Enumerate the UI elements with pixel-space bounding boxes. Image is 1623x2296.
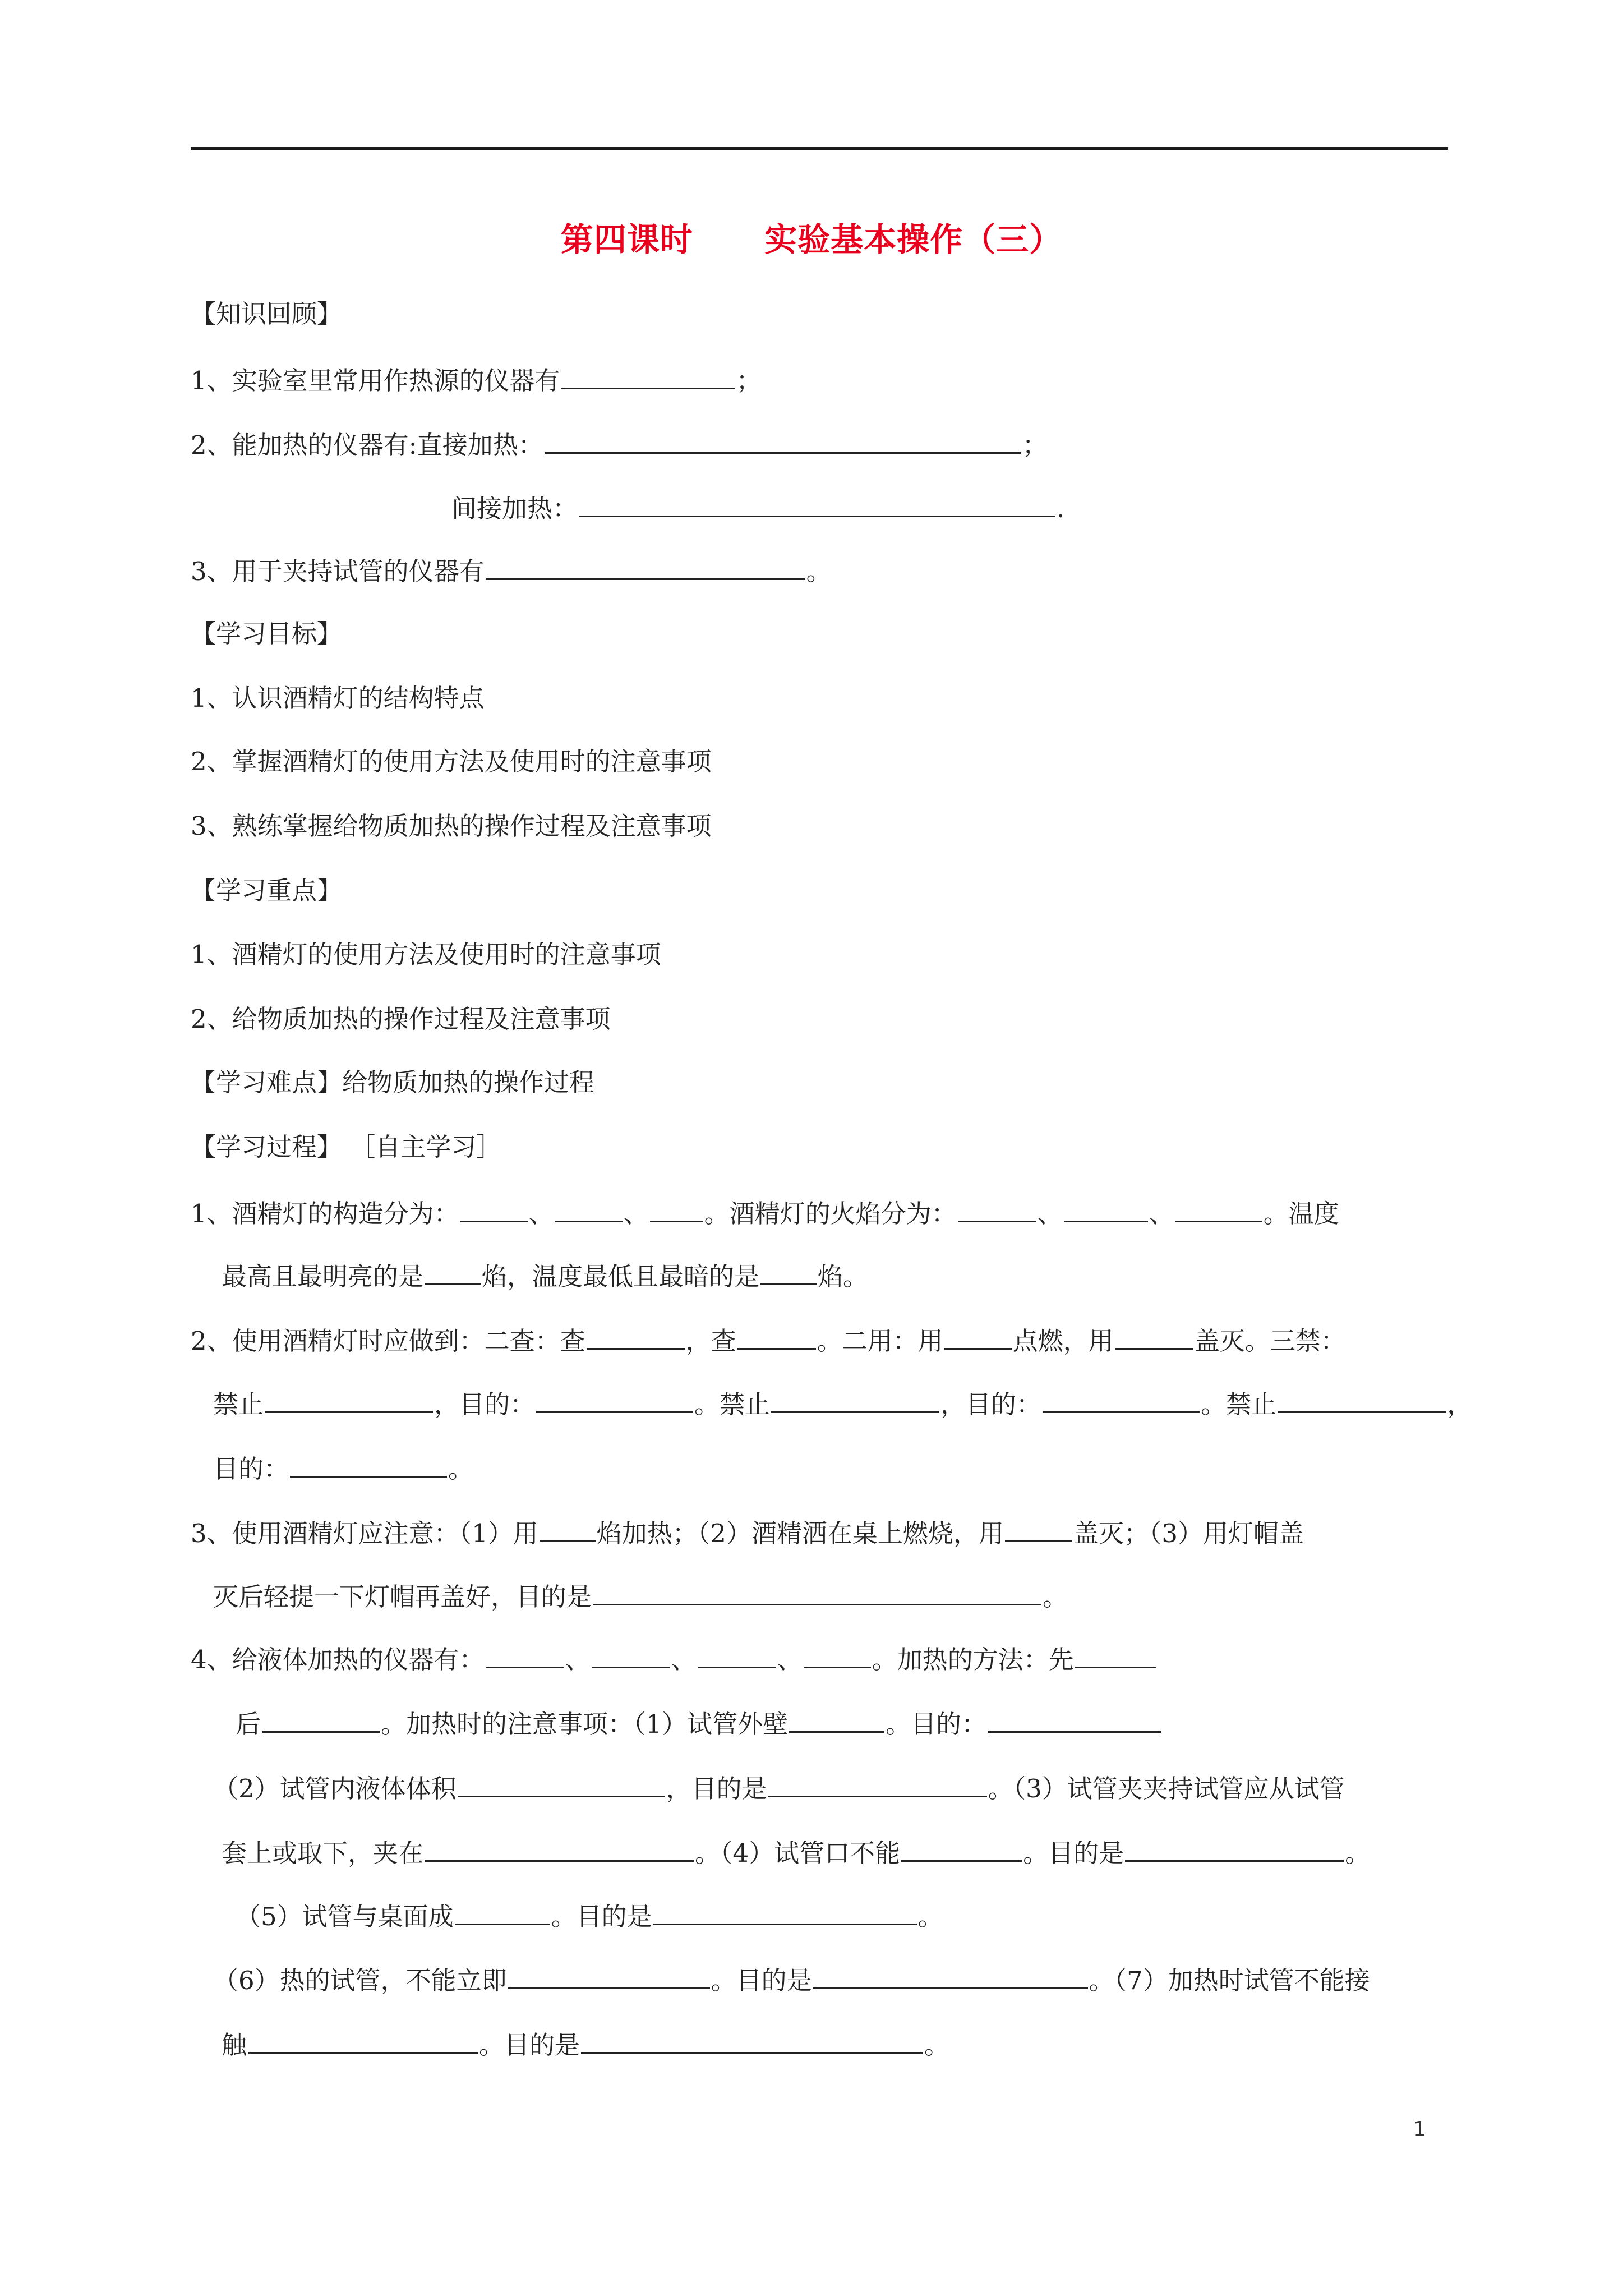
line-text: 焰，温度最低且最暗的是 [482, 1262, 760, 1291]
answer-blank[interactable] [425, 1258, 481, 1285]
line-text: 。（4）试管口不能 [695, 1838, 901, 1868]
line-text: 。目的： [886, 1709, 987, 1739]
answer-blank[interactable] [460, 1195, 528, 1222]
line-text: 、 [1037, 1199, 1063, 1228]
line-text: ，目的是 [666, 1774, 767, 1803]
answer-blank[interactable] [592, 1641, 670, 1668]
worksheet-line [236, 1898, 943, 1934]
worksheet-line [213, 1962, 1370, 1998]
answer-blank[interactable] [1064, 1195, 1148, 1222]
line-text: 、 [623, 1199, 649, 1228]
line-text: 。酒精灯的火焰分为： [704, 1199, 957, 1228]
worksheet-line [191, 426, 1048, 462]
line-text: 盖灭。三禁： [1194, 1326, 1346, 1356]
line-text: 。 [806, 556, 832, 586]
answer-blank[interactable] [944, 1322, 1012, 1350]
answer-blank[interactable] [581, 2026, 923, 2054]
worksheet-line [191, 938, 661, 972]
answer-blank[interactable] [265, 1386, 433, 1413]
line-text: 1、酒精灯的构造分为： [191, 1199, 459, 1228]
line-text: 、 [671, 1645, 697, 1674]
answer-blank[interactable] [486, 1641, 564, 1668]
line-text: 。加热的方法：先 [872, 1645, 1074, 1674]
line-text: 点燃，用 [1012, 1326, 1114, 1356]
line-text: 。 [1345, 1838, 1371, 1868]
answer-blank[interactable] [262, 1705, 380, 1733]
line-text: 、 [1149, 1199, 1174, 1228]
line-text: 【学习难点】给物质加热的操作过程 [191, 1068, 595, 1097]
answer-blank[interactable] [290, 1450, 447, 1478]
line-text: 、 [565, 1645, 591, 1674]
worksheet-line [191, 809, 712, 843]
answer-blank[interactable] [508, 1962, 710, 1989]
answer-blank[interactable] [1043, 1386, 1200, 1413]
line-text: 灭后轻提一下灯帽再盖好，目的是 [213, 1582, 592, 1612]
line-text: 【学习目标】 [191, 619, 343, 648]
answer-blank[interactable] [1125, 1834, 1344, 1862]
answer-blank[interactable] [804, 1641, 871, 1668]
line-text: 。加热时的注意事项：（1）试管外壁 [381, 1709, 789, 1739]
worksheet-line [191, 1515, 1304, 1550]
line-text: 2、给物质加热的操作过程及注意事项 [191, 1004, 611, 1034]
answer-blank[interactable] [579, 490, 1055, 517]
answer-blank[interactable] [737, 1322, 816, 1350]
worksheet-line [191, 617, 342, 651]
line-text: 3、使用酒精灯应注意：（1）用 [191, 1519, 538, 1548]
worksheet-line [213, 1450, 473, 1486]
worksheet-line [213, 1386, 1472, 1421]
line-text: 1、认识酒精灯的结构特点 [191, 683, 485, 713]
answer-blank[interactable] [458, 1770, 665, 1797]
worksheet-line [191, 297, 342, 331]
line-text: 焰加热；（2）酒精洒在桌上燃烧，用 [596, 1519, 1004, 1548]
line-text: 1、酒精灯的使用方法及使用时的注意事项 [191, 940, 661, 969]
line-text: （2）试管内液体体积 [213, 1774, 457, 1803]
line-text: 禁止 [213, 1389, 264, 1419]
line-text: 2、掌握酒精灯的使用方法及使用时的注意事项 [191, 747, 712, 776]
worksheet-line [191, 362, 762, 398]
worksheet-line [191, 1130, 501, 1164]
line-text: ，查 [685, 1326, 736, 1356]
line-text: 。二用：用 [817, 1326, 943, 1356]
line-text: 1、实验室里常用作热源的仪器有 [191, 366, 560, 395]
line-text: （6）热的试管，不能立即 [213, 1966, 507, 1995]
worksheet-line [451, 490, 1064, 526]
answer-blank[interactable] [789, 1705, 884, 1733]
line-text: 。 [917, 1902, 943, 1931]
line-text: 。 [924, 2030, 950, 2060]
answer-blank[interactable] [653, 1898, 917, 1925]
worksheet-line [191, 1066, 594, 1099]
worksheet-line [191, 1641, 1158, 1677]
line-text: 。目的是 [479, 2030, 580, 2060]
worksheet-line [236, 1705, 1163, 1741]
answer-blank[interactable] [248, 2026, 478, 2054]
answer-blank[interactable] [545, 426, 1021, 454]
line-text: 2、使用酒精灯时应做到：二查：查 [191, 1326, 585, 1356]
header-rule [191, 147, 1448, 150]
answer-blank[interactable] [768, 1770, 987, 1797]
answer-blank[interactable] [958, 1195, 1036, 1222]
line-text: 。（7）加热时试管不能接 [1089, 1966, 1370, 1995]
line-text: ，目的： [940, 1389, 1042, 1419]
answer-blank[interactable] [1075, 1641, 1156, 1668]
answer-blank[interactable] [536, 1386, 693, 1413]
worksheet-line [191, 1322, 1346, 1358]
worksheet-line [191, 874, 342, 908]
line-text: 。温度 [1263, 1199, 1339, 1228]
line-text: 【知识回顾】 [191, 299, 343, 329]
line-text: 触 [222, 2030, 247, 2060]
line-text: . [1057, 494, 1065, 523]
line-text: 3、熟练掌握给物质加热的操作过程及注意事项 [191, 811, 712, 841]
line-text: 后 [236, 1709, 261, 1739]
line-text: 3、用于夹持试管的仪器有 [191, 556, 485, 586]
line-text: 。（3）试管夹夹持试管应从试管 [988, 1774, 1345, 1803]
line-text: 最高且最明亮的是 [222, 1262, 424, 1291]
line-text: 。目的是 [1023, 1838, 1124, 1868]
worksheet-line [222, 1834, 1370, 1870]
answer-blank[interactable] [1175, 1195, 1262, 1222]
answer-blank[interactable] [540, 1515, 596, 1542]
worksheet-line [191, 1002, 611, 1036]
worksheet-line [191, 1195, 1339, 1231]
answer-blank[interactable] [1278, 1386, 1446, 1413]
worksheet-line [191, 745, 712, 779]
page-number: 1 [1413, 2118, 1426, 2141]
worksheet-line [191, 553, 832, 588]
line-text: 。禁止 [694, 1389, 771, 1419]
answer-blank[interactable] [593, 1578, 1041, 1605]
line-text: 盖灭；（3）用灯帽盖 [1073, 1519, 1304, 1548]
worksheet-line [213, 1578, 1068, 1614]
line-text: 套上或取下，夹在 [222, 1838, 424, 1868]
line-text: ， [1447, 1389, 1473, 1419]
line-text: 、 [777, 1645, 803, 1674]
line-text: 2、能加热的仪器有:直接加热： [191, 430, 543, 460]
line-text: 。目的是 [551, 1902, 652, 1931]
answer-blank[interactable] [650, 1195, 703, 1222]
answer-blank[interactable] [555, 1195, 623, 1222]
answer-blank[interactable] [587, 1322, 685, 1350]
worksheet-line [191, 682, 485, 715]
worksheet-line [222, 1258, 868, 1294]
line-text: 焰。 [818, 1262, 869, 1291]
answer-blank[interactable] [455, 1898, 550, 1925]
answer-blank[interactable] [988, 1705, 1161, 1733]
line-text: ； [1022, 430, 1048, 460]
line-text: 4、给液体加热的仪器有： [191, 1645, 485, 1674]
line-text: 。目的是 [711, 1966, 812, 1995]
line-text: 【学习过程】 ［自主学习］ [191, 1132, 502, 1162]
line-text: 。 [448, 1454, 474, 1484]
line-text: 、 [528, 1199, 554, 1228]
line-text: ； [736, 366, 762, 395]
line-text: ，目的： [434, 1389, 536, 1419]
answer-blank[interactable] [901, 1834, 1022, 1862]
line-text: （5）试管与桌面成 [236, 1902, 454, 1931]
line-text: 【学习重点】 [191, 876, 343, 905]
answer-blank[interactable] [813, 1962, 1088, 1989]
answer-blank[interactable] [486, 553, 805, 580]
page-title: 第四课时 实验基本操作（三） [560, 220, 1063, 259]
answer-blank[interactable] [561, 362, 735, 389]
line-text: 目的： [213, 1454, 289, 1484]
worksheet-line [222, 2026, 949, 2062]
line-text: 。 [1043, 1582, 1068, 1612]
answer-blank[interactable] [771, 1386, 939, 1413]
answer-blank[interactable] [698, 1641, 776, 1668]
line-text: 间接加热： [451, 494, 578, 523]
answer-blank[interactable] [1005, 1515, 1072, 1542]
worksheet-line [213, 1770, 1345, 1806]
answer-blank[interactable] [1115, 1322, 1193, 1350]
line-text: 。禁止 [1201, 1389, 1277, 1419]
answer-blank[interactable] [760, 1258, 817, 1285]
answer-blank[interactable] [425, 1834, 694, 1862]
